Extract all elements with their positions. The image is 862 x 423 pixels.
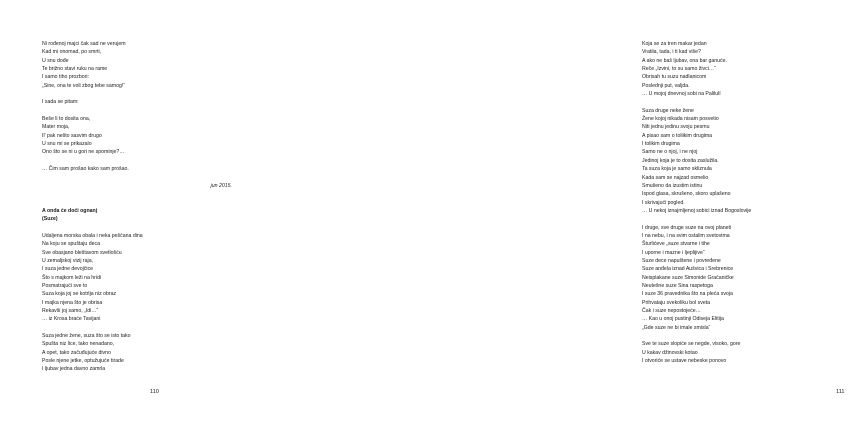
verse-line: Neutešne suze Sina raspetoga (642, 282, 713, 289)
verse-line: Čak i suze nepostojeće… (642, 308, 701, 314)
verse-line: Suza koja joj se kotrlja niz obraz (42, 291, 117, 298)
verse-line: Rekavši joj samo, „Idi…“ (42, 308, 99, 314)
verse-line: I na nebu, i na svim ostalim svetovima (642, 232, 730, 239)
verse-line: U kakav džinovski kotao (642, 349, 698, 356)
verse-line: Prihvataju svekoliku bol sveta (642, 299, 711, 306)
verse-line: Sve obasjano bleštavom svetlošću (42, 249, 122, 256)
verse-line: Ta suza koja je samo skliznula (642, 166, 712, 173)
verse-line: I skrivajući pogled. (642, 199, 685, 206)
stanza-gap (42, 90, 262, 98)
verse-line: Smušeno da izustim istinu (642, 182, 703, 189)
verse-line: Spušta niz lice, tako nenadano, (42, 341, 115, 348)
verse-line: Il' pak nešto sasvim drugo (42, 132, 102, 139)
page-number: 110 (150, 389, 159, 395)
verse-line: „Sine, ona te voli zbog tebe samog!“ (42, 82, 126, 89)
stanza-gap (42, 174, 262, 182)
verse-line: Beše li to dosita ona, (42, 116, 91, 123)
verse-line: Koja se za tren makar jedan (642, 41, 707, 47)
left-page-text (42, 40, 262, 374)
right-page (300, 0, 845, 423)
verse-line: Sve te suze slopiće se negde, visoko, gore (642, 341, 741, 348)
verse-line: A ako ne baš ljubav, ona bar ganuće. (642, 57, 727, 64)
verse-line: Ono što se ni u gori ne spominje?… (42, 149, 125, 156)
verse-line: Suze anđela iznad Aušvica i Srebrenice (642, 266, 734, 273)
verse-line: Suza druge neke žene (642, 107, 694, 114)
page-number: 111 (836, 389, 845, 395)
verse-line: I sada se pitam: (42, 99, 79, 106)
stanza (42, 165, 262, 173)
verse-line: Te brižno stavi ruku na rame (42, 66, 108, 73)
stanza (42, 115, 262, 157)
verse-line: Šturlićeve „suze stvarne i tihe (642, 241, 710, 248)
verse-line: U zemaljskoj vizij raja, (42, 257, 94, 264)
poem-subtitle: (Suze) (42, 216, 58, 223)
poem-title: A onda će doći ognanj (42, 207, 98, 214)
stanza-gap (42, 157, 262, 165)
verse-line: Vratila, tada, i ti kad više? (642, 49, 701, 56)
verse-line: A opet, tako začuđujuće divno (42, 349, 111, 356)
verse-line: Obrisah tu suzu nadlanicom (642, 74, 707, 81)
verse-line: … Čim sam prošao kako sam prošao. (42, 166, 129, 173)
stanza-gap (642, 215, 862, 223)
verse-line: Niti jednu jedinu svoju pesmu (642, 124, 710, 131)
stanza (42, 40, 262, 90)
verse-line: Reče „Izvini, to su samo živci…“ (642, 66, 716, 73)
verse-line: Jedinoj koja je to dosita zaslužila. (642, 157, 719, 164)
verse-line: U snu mi se prikazalo (42, 141, 92, 148)
verse-line: Kad mi onomad, po smrti, (42, 49, 102, 56)
stanza-gap (42, 107, 262, 115)
verse-line: Posle njene jetke, optužujuće tirade (42, 358, 124, 365)
stanza (42, 332, 262, 374)
stanza (642, 224, 862, 332)
verse-line: I otvoriće se ustave nebeske ponovo (642, 358, 727, 365)
verse-line: … U mojoj dnevnoj sobi na Palilulí (642, 91, 721, 98)
verse-line: Na koju se spuštaju deca (42, 241, 100, 248)
verse-line: Ispod glasa, skrušeno, skoro uplašeno (642, 191, 731, 198)
verse-line: I suza jedne devojčice (42, 266, 94, 273)
verse-line: Poslednji put, valjda. (642, 82, 690, 89)
stanza (642, 107, 862, 215)
stanza-gap (642, 332, 862, 340)
right-page-text (642, 40, 862, 365)
verse-line: Samo ne o njoj, i ne njoj (642, 149, 698, 156)
left-page (0, 0, 300, 423)
verse-line: U snu dođe (42, 57, 69, 64)
verse-line: Posmatrajući sve to (42, 282, 88, 289)
verse-line: Neisplakane suze Simonide Gračaničke (642, 274, 734, 281)
stanza-gap (42, 199, 262, 207)
verse-line: I druge, sve druge suze na ovoj planeti (642, 224, 732, 231)
stanza-gap (642, 98, 862, 106)
stanza (642, 40, 862, 98)
verse-line: I samo tiho prozbori: (42, 74, 89, 81)
verse-line: I tolikim drugima (642, 141, 680, 148)
stanza-gap (42, 224, 262, 232)
verse-line: I uporne i mazne i ljeplijive“ (642, 249, 705, 256)
verse-line: „Gde suze ne bi imale smisla“ (642, 324, 711, 331)
stanza-gap (42, 190, 262, 198)
verse-line: Što s majkom leži na hridi (42, 274, 102, 281)
verse-line: Suza jedne žene, suza što se isto tako (42, 333, 131, 340)
verse-line: A pisao sam o toliikim drugima (642, 132, 713, 139)
verse-line: Udaljena morska obala i neka peščana dina (42, 232, 143, 239)
verse-line: … U nekoj iznajmljenoj sobici iznad Bogoslovije (642, 207, 752, 214)
poem-date: jun 2015. (210, 182, 232, 189)
stanza (42, 98, 262, 106)
stanza (42, 232, 262, 324)
verse-line: I suze 36 pravednika što na plećа svoja (642, 291, 733, 298)
verse-line: … iz Krosa braće Tavijani (42, 316, 101, 323)
stanza-gap (42, 324, 262, 332)
verse-line: I ljubav jedna davno zamrla (42, 366, 106, 373)
verse-line: … Kao u onoj pustinji Odiseja Elitija (642, 316, 724, 323)
verse-line: Ni rođenoj majci čak sad ne verujem (42, 41, 126, 47)
verse-line: Mater moja, (42, 124, 70, 131)
verse-line: Žene kojoj nikada nisam posvetio (642, 116, 719, 123)
verse-line: I majka njena što je obrisa (42, 299, 103, 306)
verse-line: Kada sam se najzad osmelio (642, 174, 709, 181)
stanza (642, 340, 862, 365)
verse-line: Suze dece napuštene i povređene (642, 257, 721, 264)
